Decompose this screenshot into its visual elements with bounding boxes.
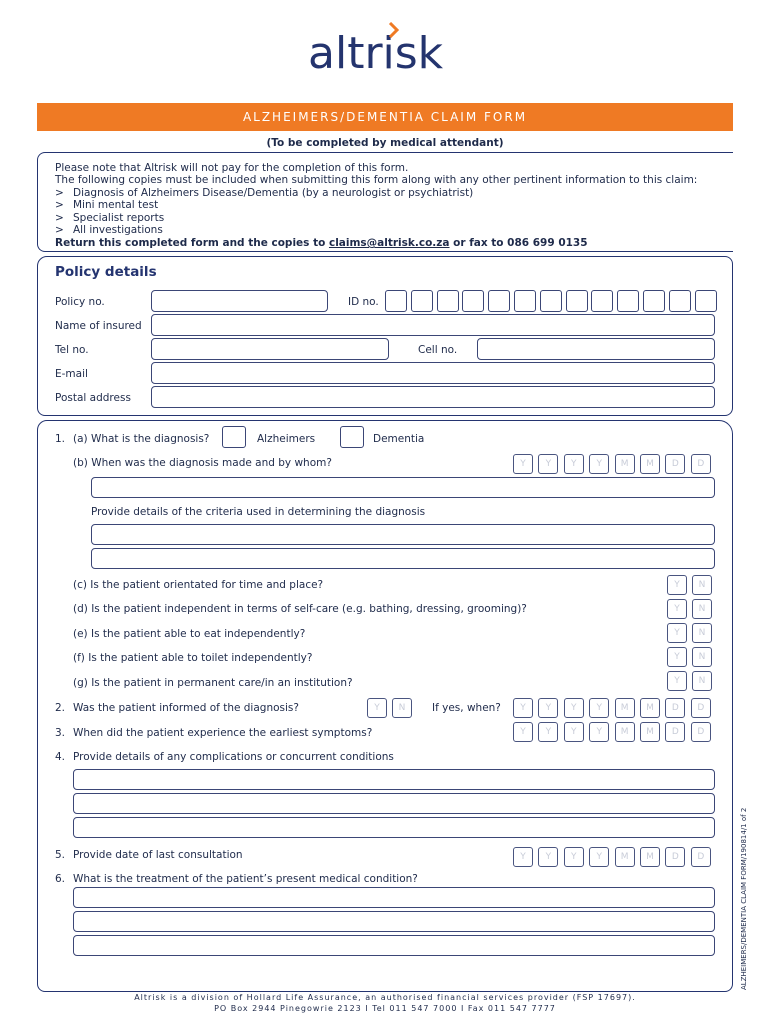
criteria-input-2[interactable] [91,548,715,569]
q1e-label: (e) Is the patient able to eat independently? [73,628,306,640]
date-cell[interactable]: Y [513,847,533,867]
id-digit-cell[interactable] [514,290,536,312]
address-label: Postal address [55,392,131,404]
yes-cell[interactable]: Y [367,698,387,718]
notice-item: All investigations [73,224,163,236]
treatment-input-3[interactable] [73,935,715,956]
id-digit-cell[interactable] [437,290,459,312]
q3-label: When did the patient experience the earliest symptoms? [73,727,373,739]
id-digit-cell[interactable] [411,290,433,312]
tel-input[interactable] [151,338,389,360]
date-cell[interactable]: D [665,847,685,867]
date-cell[interactable]: D [665,454,685,474]
q2-label: Was the patient informed of the diagnosis? [73,702,299,714]
diagnosis-by-input[interactable] [91,477,715,498]
q2-number: 2. [55,702,66,714]
date-cell[interactable]: Y [589,722,609,742]
date-cell[interactable]: D [691,722,711,742]
form-title: ALZHEIMERS/DEMENTIA CLAIM FORM [37,103,733,131]
yes-cell[interactable]: Y [667,575,687,595]
id-digit-cell[interactable] [695,290,717,312]
date-cell[interactable]: Y [564,722,584,742]
dementia-checkbox[interactable] [340,426,364,448]
complications-input-3[interactable] [73,817,715,838]
cell-input[interactable] [477,338,715,360]
date-cell[interactable]: M [615,722,635,742]
no-cell[interactable]: N [392,698,412,718]
date-cell[interactable]: M [615,454,635,474]
criteria-label: Provide details of the criteria used in determining the diagnosis [91,506,426,518]
q3-number: 3. [55,727,66,739]
cell-label: Cell no. [418,344,458,356]
yes-cell[interactable]: Y [667,647,687,667]
date-cell[interactable]: M [640,722,660,742]
date-cell[interactable]: Y [564,698,584,718]
notice-bullet: > [55,199,64,211]
no-cell[interactable]: N [692,647,712,667]
id-digit-cell[interactable] [669,290,691,312]
return-post: or fax to 086 699 0135 [449,237,588,249]
date-cell[interactable]: Y [564,454,584,474]
date-cell[interactable]: Y [538,698,558,718]
date-cell[interactable]: M [640,847,660,867]
dementia-label: Dementia [373,433,425,445]
date-cell[interactable]: Y [538,454,558,474]
date-cell[interactable]: Y [564,847,584,867]
no-cell[interactable]: N [692,575,712,595]
date-cell[interactable]: Y [513,698,533,718]
q1-number: 1. [55,433,66,445]
email-label: E-mail [55,368,88,380]
notice-line-1: Please note that Altrisk will not pay for the completion of this form. [55,162,409,174]
date-cell[interactable]: Y [513,722,533,742]
id-digit-cell[interactable] [566,290,588,312]
address-input[interactable] [151,386,715,408]
return-instructions [55,237,588,249]
q1d-label: (d) Is the patient independent in terms of self-care (e.g. bathing, dressing, grooming)? [73,603,527,615]
logo-chevron-icon [388,22,400,38]
notice-bullet: > [55,224,64,236]
criteria-input-1[interactable] [91,524,715,545]
claims-email-link[interactable]: claims@altrisk.co.za [328,237,450,249]
date-cell[interactable]: Y [538,722,558,742]
policy-no-input[interactable] [151,290,328,312]
complications-input-1[interactable] [73,769,715,790]
date-cell[interactable]: D [665,722,685,742]
footer-line-2: PO Box 2944 Pinegowrie 2123 I Tel 011 547 7000 I Fax 011 547 7777 [214,1004,556,1013]
q5-label: Provide date of last consultation [73,849,243,861]
id-digit-cell[interactable] [462,290,484,312]
no-cell[interactable]: N [692,623,712,643]
id-digit-cell[interactable] [643,290,665,312]
tel-label: Tel no. [55,344,89,356]
q6-label: What is the treatment of the patient’s present medical condition? [73,873,418,885]
form-subtitle: (To be completed by medical attendant) [266,137,504,149]
date-cell[interactable]: D [691,847,711,867]
no-cell[interactable]: N [692,671,712,691]
email-input[interactable] [151,362,715,384]
date-cell[interactable]: Y [538,847,558,867]
date-cell[interactable]: Y [589,698,609,718]
q6-number: 6. [55,873,66,885]
date-cell[interactable]: Y [589,847,609,867]
date-cell[interactable]: Y [513,454,533,474]
q4-number: 4. [55,751,66,763]
no-cell[interactable]: N [692,599,712,619]
id-digit-cell[interactable] [591,290,613,312]
yes-cell[interactable]: Y [667,623,687,643]
date-cell[interactable]: D [665,698,685,718]
name-input[interactable] [151,314,715,336]
id-digit-cell[interactable] [488,290,510,312]
name-label: Name of insured [55,320,142,332]
alzheimers-checkbox[interactable] [222,426,246,448]
id-digit-cell[interactable] [385,290,407,312]
q4-label: Provide details of any complications or concurrent conditions [73,751,394,763]
id-digit-cell[interactable] [617,290,639,312]
treatment-input-2[interactable] [73,911,715,932]
yes-cell[interactable]: Y [667,599,687,619]
q1g-label: (g) Is the patient in permanent care/in an institution? [73,677,353,689]
id-no-label: ID no. [348,296,379,308]
date-cell[interactable]: M [640,454,660,474]
altrisk-logo: altrisk [308,28,444,79]
q1f-label: (f) Is the patient able to toilet independently? [73,652,313,664]
policy-no-label: Policy no. [55,296,105,308]
footer-line-1: Altrisk is a division of Hollard Life Assurance, an authorised financial services provider (FSP 17697). [134,993,636,1002]
side-form-code: ALZHEIMERS/DEMENTIA CLAIM FORM/190814/1 of 2 [740,807,748,990]
q1b-label: (b) When was the diagnosis made and by whom? [73,457,332,469]
notice-bullet: > [55,212,64,224]
date-cell[interactable]: M [640,698,660,718]
q1c-label: (c) Is the patient orientated for time and place? [73,579,324,591]
alzheimers-label: Alzheimers [257,433,316,445]
notice-bullet: > [55,187,64,199]
notice-line-2: The following copies must be included when submitting this form along with any other pertinent information to this claim: [55,174,698,186]
date-cell[interactable]: D [691,454,711,474]
date-cell[interactable]: Y [589,454,609,474]
q1a-label: (a) What is the diagnosis? [73,433,210,445]
yes-cell[interactable]: Y [667,671,687,691]
complications-input-2[interactable] [73,793,715,814]
date-cell[interactable]: D [691,698,711,718]
policy-details-heading: Policy details [55,264,157,280]
q5-number: 5. [55,849,66,861]
notice-item: Specialist reports [73,212,165,224]
return-pre: Return this completed form and the copies to [55,237,329,249]
notice-item: Mini mental test [73,199,159,211]
date-cell[interactable]: M [615,847,635,867]
id-digit-cell[interactable] [540,290,562,312]
q2-when-label: If yes, when? [432,702,501,714]
treatment-input-1[interactable] [73,887,715,908]
date-cell[interactable]: M [615,698,635,718]
notice-item: Diagnosis of Alzheimers Disease/Dementia (by a neurologist or psychiatrist) [73,187,474,199]
